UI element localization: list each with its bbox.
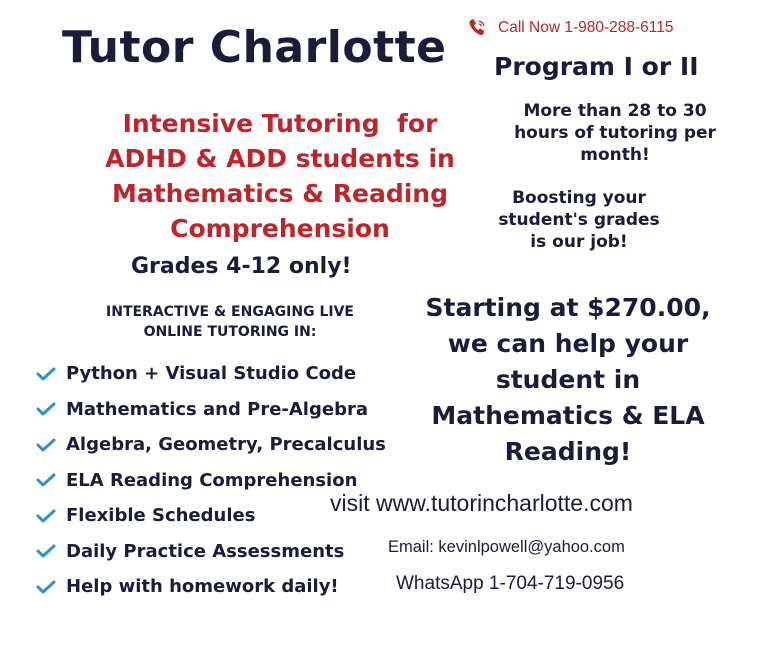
interactive-heading <box>80 302 380 342</box>
headline-line: Comprehension <box>170 214 390 243</box>
hours-text <box>498 100 732 166</box>
hours-line: hours of tutoring per <box>514 123 716 143</box>
hours-line: More than 28 to 30 <box>523 101 707 121</box>
list-item-label: Python + Visual Studio Code <box>66 363 357 385</box>
checkmark-icon <box>36 438 56 452</box>
pricing-line: student in <box>495 365 641 394</box>
phone-icon <box>466 17 488 39</box>
list-item-label: Mathematics and Pre-Algebra <box>66 398 368 420</box>
list-item <box>36 356 386 392</box>
interactive-line: INTERACTIVE & ENGAGING LIVE <box>106 304 354 320</box>
pricing-line: Reading! <box>504 437 632 466</box>
list-item-label: ELA Reading Comprehension <box>66 469 358 491</box>
checkmark-icon <box>36 402 56 416</box>
grades-text: Grades 4-12 only! <box>131 254 352 279</box>
list-item-label: Help with homework daily! <box>66 576 339 598</box>
checkmark-icon <box>36 367 56 381</box>
headline-line: ADHD & ADD students in <box>105 144 455 173</box>
headline <box>90 106 470 246</box>
headline-line: Mathematics & Reading <box>111 179 449 208</box>
whatsapp-contact[interactable]: WhatsApp 1-704-719-0956 <box>396 573 625 594</box>
email-link[interactable]: Email: kevinlpowell@yahoo.com <box>388 538 625 556</box>
checkmark-icon <box>36 580 56 594</box>
hours-line: month! <box>580 145 650 165</box>
checkmark-icon <box>36 509 56 523</box>
title: Tutor Charlotte <box>62 22 447 73</box>
boost-line: Boosting your <box>512 188 646 208</box>
pricing-line: Starting at $270.00, <box>425 293 711 322</box>
feature-list <box>36 356 386 605</box>
list-item <box>36 534 386 570</box>
list-item <box>36 569 386 605</box>
list-item <box>36 427 386 463</box>
pricing-text <box>418 290 718 470</box>
list-item-label: Daily Practice Assessments <box>66 540 345 562</box>
pricing-line: we can help your <box>447 329 689 358</box>
checkmark-icon <box>36 473 56 487</box>
phone-number[interactable]: Call Now 1-980-288-6115 <box>498 19 674 36</box>
interactive-line: ONLINE TUTORING IN: <box>143 324 317 340</box>
list-item <box>36 392 386 428</box>
boost-text <box>495 187 663 253</box>
headline-line: Intensive Tutoring for <box>122 109 438 138</box>
program-heading: Program I or II <box>494 52 699 81</box>
list-item-label: Algebra, Geometry, Precalculus <box>66 434 386 456</box>
pricing-line: Mathematics & ELA <box>431 401 705 430</box>
website-link[interactable]: visit www.tutorincharlotte.com <box>330 490 633 516</box>
list-item-label: Flexible Schedules <box>66 505 256 527</box>
phone-callout[interactable] <box>466 17 673 39</box>
checkmark-icon <box>36 544 56 558</box>
boost-line: is our job! <box>530 232 628 252</box>
boost-line: student's grades <box>498 210 660 230</box>
